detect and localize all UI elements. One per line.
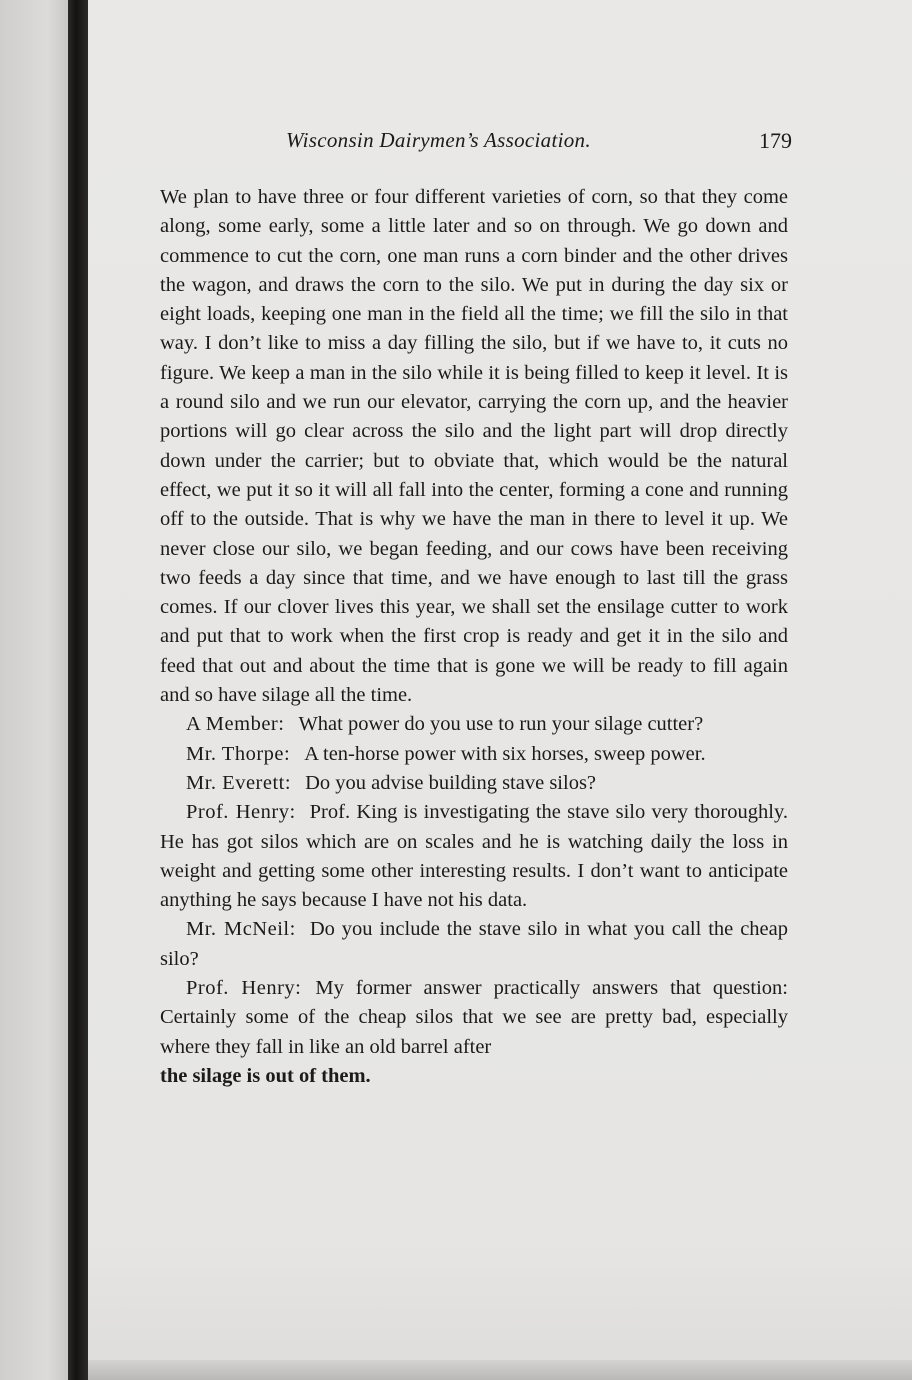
speech-text: Do you include the stave silo in what you call the cheap silo? [160, 918, 788, 970]
speaker-name: Prof. Henry: [186, 977, 302, 1000]
speech-text: Prof. King is investigating the stave silo very thoroughly. He has got silos which are on scales and he is watching daily the loss in weight and getting some other interesting results. I don’t want to anticipate anything he says because I have not his data. [160, 801, 788, 912]
exchange-thorpe [160, 740, 788, 769]
page-header [286, 128, 792, 162]
exchange-mcneil [160, 915, 788, 974]
speech-text: My former answer practically answers that question: Certainly some of the cheap silos that we see are pretty bad, especially where they fall in like an old barrel after [160, 977, 788, 1058]
closing-line: the silage is out of them. [160, 1064, 371, 1087]
speaker-name: A Member: [186, 713, 285, 736]
speech-text: A ten-horse power with six horses, sweep power. [304, 742, 706, 765]
speaker-name: Mr. McNeil: [186, 918, 296, 941]
exchange-henry-2 [160, 974, 788, 1062]
page-number: 179 [759, 128, 792, 153]
page-bottom-edge [88, 1360, 912, 1380]
speaker-name: Prof. Henry: [186, 801, 296, 824]
exchange-everett [160, 769, 788, 798]
page-body [160, 183, 788, 1091]
speech-text: Do you advise building stave silos? [305, 771, 597, 794]
exchange-member [160, 710, 788, 739]
facing-page-margin [0, 0, 68, 1380]
speech-text: What power do you use to run your silage cutter? [298, 713, 704, 736]
paragraph: We plan to have three or four different varieties of corn, so that they come along, some early, some a little later and so on through. We go down and commence to cut the corn, one man runs a corn binder and the other drives the wagon, and draws the corn to the silo. We put in during the day six or eight loads, keeping one man in the field all the time; we fill the silo in that way. I don’t like to miss a day filling the silo, but if we have to, it cuts no figure. We keep a man in the silo while it is being filled to keep it level. It is a round silo and we run our elevator, carrying the corn up, and the heavier portions will go clear across the silo and the light part will drop directly down under the carrier; but to obviate that, which would be the natural effect, we put it so it will all fall into the center, forming a cone and running off to the outside. That is why we have the man in there to level it up. We never close our silo, we began feeding, and our cows have been receiving two feeds a day since that time, and we have enough to last till the grass comes. If our clover lives this year, we shall set the ensilage cutter to work and put that to work when the first crop is ready and get it in the silo and feed that out and about the time that is gone we will be ready to fill again and so have silage all the time. [160, 186, 788, 707]
book-gutter [68, 0, 88, 1380]
speaker-name: Mr. Everett: [186, 771, 292, 794]
speaker-name: Mr. Thorpe: [186, 742, 291, 765]
exchange-henry [160, 798, 788, 915]
running-head: Wisconsin Dairymen’s Association. [286, 128, 591, 152]
